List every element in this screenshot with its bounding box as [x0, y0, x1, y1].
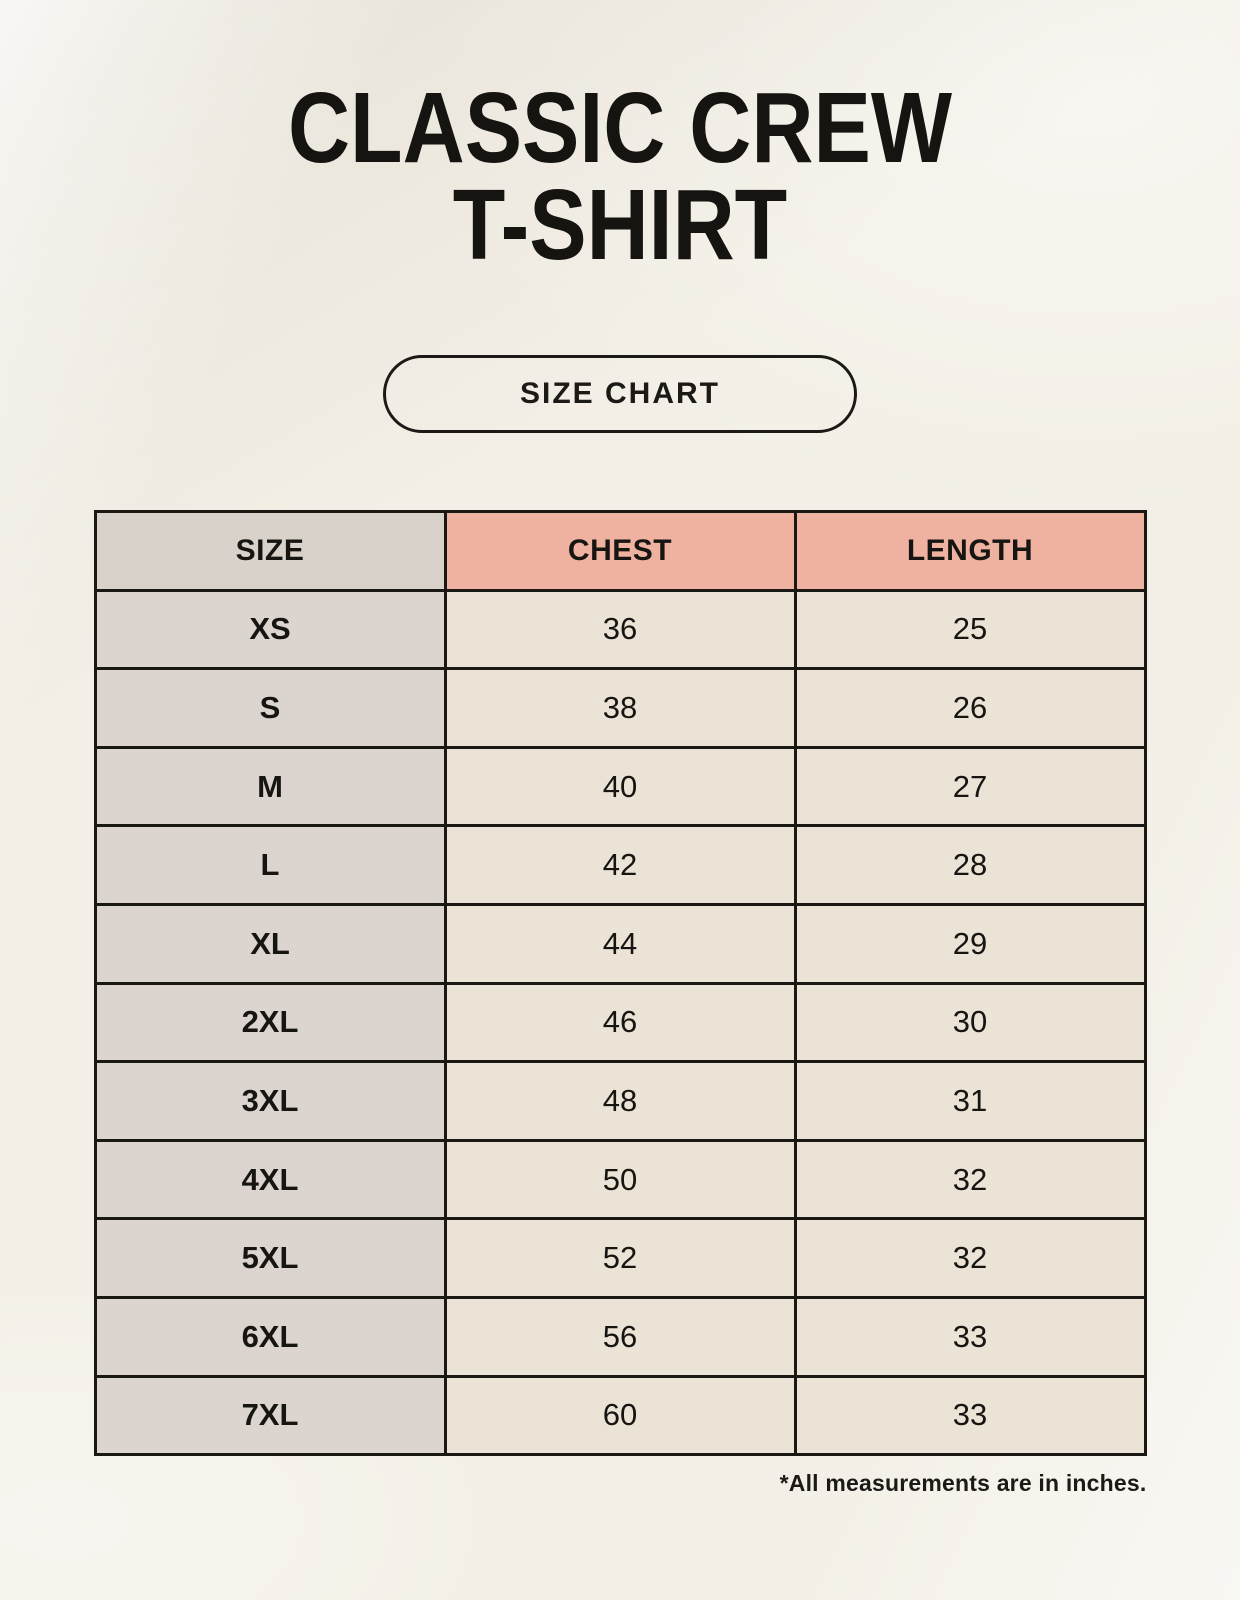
table-row: [95, 826, 1145, 905]
measurements-footnote: *All measurements are in inches.: [779, 1470, 1147, 1497]
table-row: [95, 904, 1145, 983]
length-value-cell: 30: [795, 983, 1145, 1062]
size-label-cell: 6XL: [95, 1297, 445, 1376]
length-value-cell: 29: [795, 904, 1145, 983]
chest-value-cell: 36: [445, 590, 795, 669]
chest-value-cell: 56: [445, 1297, 795, 1376]
length-value-cell: 32: [795, 1140, 1145, 1219]
size-label-cell: M: [95, 747, 445, 826]
chest-value-cell: 50: [445, 1140, 795, 1219]
length-value-cell: 25: [795, 590, 1145, 669]
size-label-cell: L: [95, 826, 445, 905]
size-label-cell: 4XL: [95, 1140, 445, 1219]
size-label-cell: 3XL: [95, 1062, 445, 1141]
table-row: [95, 1376, 1145, 1455]
length-value-cell: 28: [795, 826, 1145, 905]
chest-value-cell: 48: [445, 1062, 795, 1141]
length-value-cell: 27: [795, 747, 1145, 826]
length-value-cell: 33: [795, 1376, 1145, 1455]
chest-value-cell: 38: [445, 669, 795, 748]
table-row: [95, 1297, 1145, 1376]
length-value-cell: 33: [795, 1297, 1145, 1376]
table-header-row: [95, 512, 1145, 591]
page-title: [87, 0, 1153, 281]
header-cell-chest: CHEST: [445, 512, 795, 591]
table-row: [95, 747, 1145, 826]
table-row: [95, 1062, 1145, 1141]
chest-value-cell: 52: [445, 1219, 795, 1298]
length-value-cell: 26: [795, 669, 1145, 748]
length-value-cell: 32: [795, 1219, 1145, 1298]
size-label-cell: 2XL: [95, 983, 445, 1062]
table-row: [95, 669, 1145, 748]
size-label-cell: XL: [95, 904, 445, 983]
chest-value-cell: 44: [445, 904, 795, 983]
size-chart-button-label: SIZE CHART: [520, 377, 720, 410]
table-row: [95, 1219, 1145, 1298]
header-cell-length: LENGTH: [795, 512, 1145, 591]
size-label-cell: 5XL: [95, 1219, 445, 1298]
size-chart-button[interactable]: [383, 355, 857, 433]
size-label-cell: 7XL: [95, 1376, 445, 1455]
page-title-line2: T-SHIRT: [452, 169, 788, 281]
table-row: [95, 590, 1145, 669]
header-cell-size: SIZE: [95, 512, 445, 591]
table-row: [95, 1140, 1145, 1219]
size-label-cell: S: [95, 669, 445, 748]
chest-value-cell: 46: [445, 983, 795, 1062]
size-label-cell: XS: [95, 590, 445, 669]
page-title-line1: CLASSIC CREW: [287, 72, 953, 184]
size-chart-table: [94, 510, 1147, 1456]
chest-value-cell: 42: [445, 826, 795, 905]
table-row: [95, 983, 1145, 1062]
chest-value-cell: 60: [445, 1376, 795, 1455]
chest-value-cell: 40: [445, 747, 795, 826]
length-value-cell: 31: [795, 1062, 1145, 1141]
